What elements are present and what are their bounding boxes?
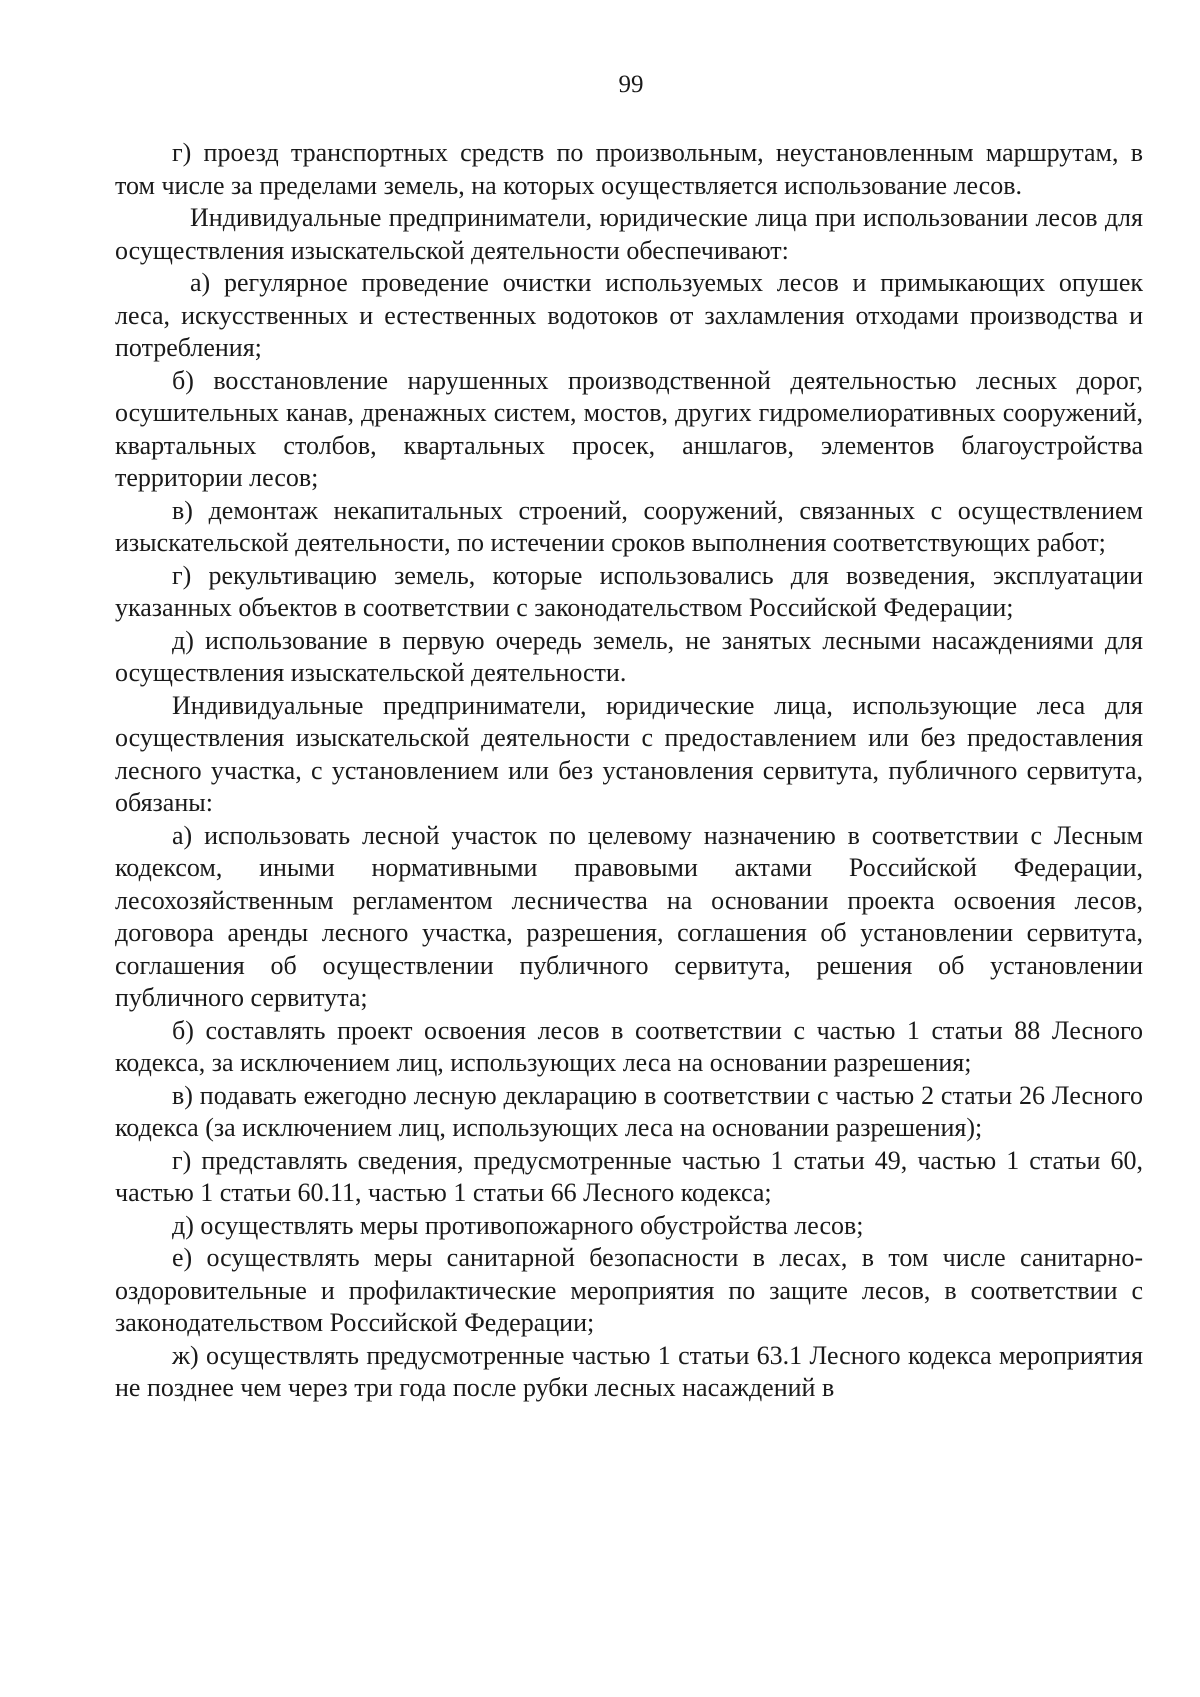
- paragraph-survey-obligations-intro: Индивидуальные предприниматели, юридические лица при использовании лесов для осуществления изыскательской деятельности обеспечивают:: [115, 203, 1143, 265]
- paragraph-b-project: б) составлять проект освоения лесов в соответствии с частью 1 статьи 88 Лесного кодекса, за исключением лиц, использующих леса на основании разрешения;: [115, 1015, 1143, 1077]
- paragraph-zh-reforestation: ж) осуществлять предусмотренные частью 1 статьи 63.1 Лесного кодекса мероприятия не позднее чем через три года после рубки лесных насаждений в: [115, 1340, 1143, 1402]
- paragraph-a-cleaning: а) регулярное проведение очистки используемых лесов и примыкающих опушек леса, искусственных и естественных водотоков от захламления отходами производства и потребления;: [115, 268, 1143, 362]
- paragraph-v-dismantling: в) демонтаж некапитальных строений, сооружений, связанных с осуществлением изыскательской деятельности, по истечении сроков выполнения соответствующих работ;: [115, 495, 1143, 557]
- paragraph-g-recultivation: г) рекультивацию земель, которые использовались для возведения, эксплуатации указанных объектов в соответствии с законодательством Российской Федерации;: [115, 560, 1143, 622]
- paragraph-e-sanitary-measures: е) осуществлять меры санитарной безопасности в лесах, в том числе санитарно-оздоровительные и профилактические мероприятия по защите лесов, в соответствии с законодательством Российской Федерации;: [115, 1243, 1143, 1337]
- paragraph-a-purpose-use: а) использовать лесной участок по целевому назначению в соответствии с Лесным кодексом, иными нормативными правовыми актами Российской Федерации, лесохозяйственным регламентом лесничества на основании проекта освоения лесов, договора аренды лесного участка, разрешения, соглашения об установлении сервитута, соглашения об осуществлении публичного сервитута, решения об установлении публичного сервитута;: [115, 820, 1143, 1012]
- paragraph-d-fire-measures: д) осуществлять меры противопожарного обустройства лесов;: [172, 1210, 864, 1240]
- page-number: 99: [618, 71, 644, 98]
- paragraph-duties-intro: Индивидуальные предприниматели, юридические лица, использующие леса для осуществления изыскательской деятельности с предоставлением или без предоставления лесного участка, с установлением или без установления сервитута, публичного сервитута, обязаны:: [115, 690, 1143, 817]
- paragraph-g-reporting: г) представлять сведения, предусмотренные частью 1 статьи 49, частью 1 статьи 60, частью 1 статьи 60.11, частью 1 статьи 66 Лесного кодекса;: [115, 1145, 1143, 1207]
- paragraph-d-land-use: д) использование в первую очередь земель, не занятых лесными насаждениями для осуществления изыскательской деятельности.: [115, 625, 1143, 687]
- paragraph-b-restoration: б) восстановление нарушенных производственной деятельностью лесных дорог, осушительных канав, дренажных систем, мостов, других гидромелиоративных сооружений, квартальных столбов, квартальных просек, аншлагов, элементов благоустройства территории лесов;: [115, 365, 1143, 492]
- document-body: [115, 137, 1143, 1405]
- paragraph-v-declaration: в) подавать ежегодно лесную декларацию в соответствии с частью 2 статьи 26 Лесного кодекса (за исключением лиц, использующих леса на основании разрешения);: [115, 1080, 1143, 1142]
- paragraph-g-vehicle-passage: г) проезд транспортных средств по произвольным, неустановленным маршрутам, в том числе за пределами земель, на которых осуществляется использование лесов.: [115, 138, 1143, 200]
